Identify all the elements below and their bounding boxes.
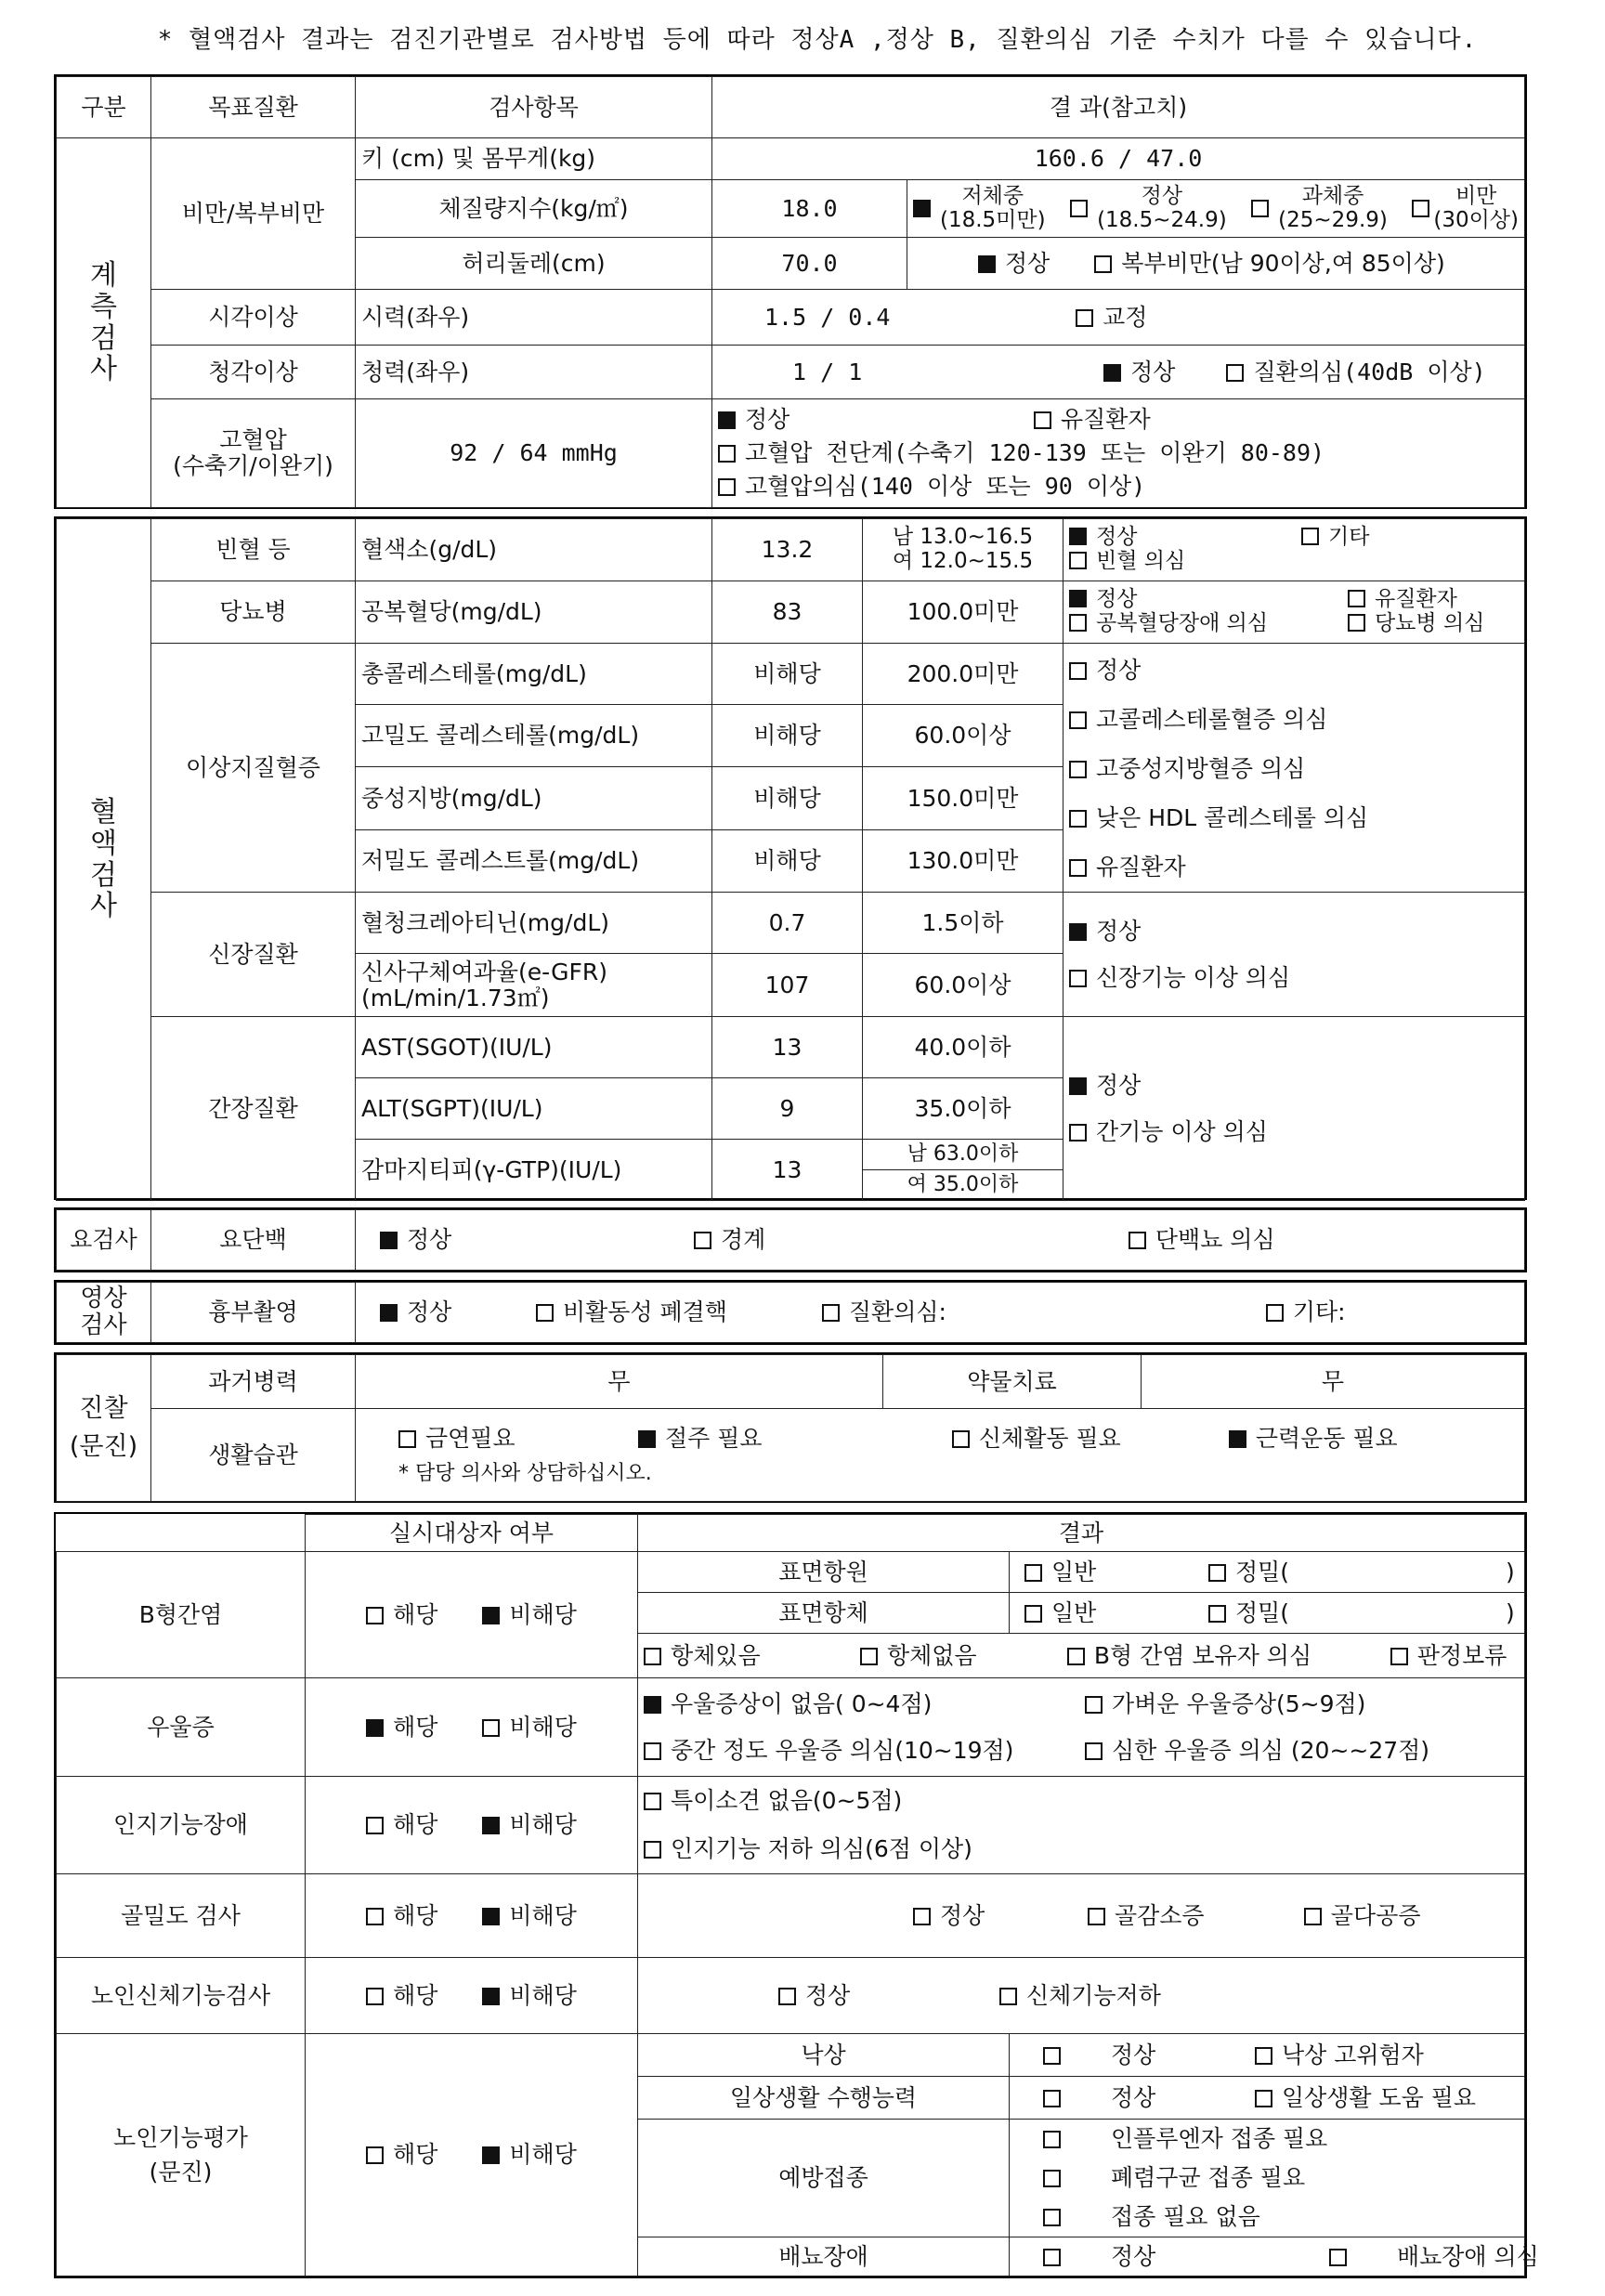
egfr-label: 신사구체여과율(e-GFR) (mL/min/1.73㎡) xyxy=(356,954,712,1017)
lipid-hyperchol-checkbox[interactable] xyxy=(1069,711,1087,729)
hepb-antibody-no-checkbox[interactable] xyxy=(860,1648,878,1665)
bmi-value: 18.0 xyxy=(712,180,907,238)
elderly-physical-yes-checkbox[interactable] xyxy=(366,1988,384,2005)
bp-options: 정상 유질환자 고혈압 전단계(수축기 120-139 또는 이완기 80-89) 고혈압의심(140 이상 또는 90 이상) xyxy=(712,399,1525,508)
lipid-lowhdl-checkbox[interactable] xyxy=(1069,810,1087,828)
obesity-target: 비만/복부비만 xyxy=(151,138,356,290)
history-label: 과거병력 xyxy=(151,1355,356,1409)
hepb-antigen-label: 표면항원 xyxy=(638,1552,1010,1593)
alt-value: 9 xyxy=(712,1078,863,1140)
history-value: 무 xyxy=(356,1355,883,1409)
no-vaccine-checkbox[interactable] xyxy=(1043,2209,1061,2226)
hearing-target: 청각이상 xyxy=(151,346,356,399)
bp-target: 고혈압 (수축기/이완기) xyxy=(151,399,356,508)
bone-osteoporosis-checkbox[interactable] xyxy=(1304,1908,1322,1925)
anemia-target: 빈혈 등 xyxy=(151,519,356,581)
diabetes-ifg-checkbox[interactable] xyxy=(1069,614,1087,632)
waist-abdominal-checkbox[interactable] xyxy=(1094,255,1112,273)
hepb-ag-precise-checkbox[interactable] xyxy=(1208,1564,1226,1582)
lipid-row-value: 비해당 xyxy=(712,705,863,767)
hepb-label: B형간염 xyxy=(57,1552,306,1678)
bmi-options: 저체중 (18.5미만) 정상 (18.5~24.9) 과체중 (25~29.9) 비만 (30이상) xyxy=(907,180,1525,238)
fall-label: 낙상 xyxy=(638,2034,1010,2077)
waist-normal-checkbox[interactable] xyxy=(978,255,996,273)
diabetes-suspect-checkbox[interactable] xyxy=(1348,614,1365,632)
elderly-eval-yes-checkbox[interactable] xyxy=(366,2146,384,2164)
cognitive-label: 인지기능장애 xyxy=(57,1777,306,1874)
lipid-patient-checkbox[interactable] xyxy=(1069,859,1087,877)
ggt-ref-female: 여 35.0이하 xyxy=(863,1170,1063,1201)
consult-category: 진찰 (문진) xyxy=(57,1355,151,1502)
bp-prehypertension-checkbox[interactable] xyxy=(718,445,736,463)
lipid-row-label: 중성지방(mg/dL) xyxy=(356,767,712,829)
hearing-row: 1 / 1 정상 질환의심(40dB 이상) xyxy=(712,346,1525,399)
lipid-row-ref: 60.0이상 xyxy=(863,705,1063,767)
target-header: 실시대상자 여부 xyxy=(306,1515,638,1552)
elderly-physical-normal-checkbox[interactable] xyxy=(778,1988,796,2005)
hepb-no-checkbox[interactable] xyxy=(482,1607,500,1624)
medication-label: 약물치료 xyxy=(883,1355,1142,1409)
hearing-suspect-checkbox[interactable] xyxy=(1226,364,1244,382)
additional-section: 실시대상자 여부 결과 B형간염 해당 비해당 표면항원 일반 정밀( ) 표면항체 일반 정밀( ) 항체있음 항체없음 B형 간염 보유자 의심 판정보류 우울증 해당 비해당 우울증상이 없음( 0~4점) 가벼운 우울증상(5~9점) 중간 정도 우울증 의심(10~19점) 심한 우울증 의심 (20~~27점) 인지기능장애 해당 비해당 특이소견 없음(0~5점) 인지기능 저하 의심(6점 이상) 골밀도 검사 해당 비해당 정상 골감소증 골다공증 노인신체기능검사 해당 비해당 정상 신체기능저하 노인기능평가 (문진) 해당 비해당 낙상 정상 낙상 고위험자 일상생활 수행능력 정상 일상생활 도움 필요 예방접종 인플루엔자 접종 필요 폐렴구균 접종 필요 접종 필요 없음 배뇨장애 정상 배뇨장애 의심 xyxy=(54,1512,1527,2278)
hepb-ab-precise-checkbox[interactable] xyxy=(1208,1605,1226,1623)
cognitive-decline-checkbox[interactable] xyxy=(644,1841,661,1859)
ast-value: 13 xyxy=(712,1017,863,1078)
lipid-row-ref: 200.0미만 xyxy=(863,644,1063,705)
fall-risk-checkbox[interactable] xyxy=(1255,2047,1272,2065)
urination-disorder-checkbox[interactable] xyxy=(1329,2249,1347,2266)
hepb-yes-checkbox[interactable] xyxy=(366,1607,384,1624)
kidney-normal-checkbox[interactable] xyxy=(1069,923,1087,941)
vaccination-label: 예방접종 xyxy=(638,2120,1010,2237)
flu-vaccine-checkbox[interactable] xyxy=(1043,2131,1061,2148)
urine-protein-checkbox[interactable] xyxy=(1129,1232,1146,1249)
hemoglobin-label: 혈색소(g/dL) xyxy=(356,519,712,581)
lipid-hypertg-checkbox[interactable] xyxy=(1069,761,1087,778)
lifestyle-label: 생활습관 xyxy=(151,1409,356,1502)
hearing-normal-checkbox[interactable] xyxy=(1103,364,1121,382)
diabetes-target: 당뇨병 xyxy=(151,581,356,644)
adl-normal-checkbox[interactable] xyxy=(1043,2090,1061,2107)
egfr-value: 107 xyxy=(712,954,863,1017)
lipid-row-value: 비해당 xyxy=(712,829,863,892)
lipid-row-label: 총콜레스테롤(mg/dL) xyxy=(356,644,712,705)
lipid-row-ref: 150.0미만 xyxy=(863,767,1063,829)
anemia-suspect-checkbox[interactable] xyxy=(1069,552,1087,569)
kidney-target: 신장질환 xyxy=(151,893,356,1017)
anemia-other-checkbox[interactable] xyxy=(1301,528,1319,545)
liver-suspect-checkbox[interactable] xyxy=(1069,1124,1087,1141)
elderly-physical-no-checkbox[interactable] xyxy=(482,1988,500,2005)
hemoglobin-value: 13.2 xyxy=(712,519,863,581)
hemoglobin-ref: 남 13.0~16.5 여 12.0~15.5 xyxy=(863,519,1063,581)
ggt-ref-male: 남 63.0이하 xyxy=(863,1140,1063,1170)
hepb-carrier-checkbox[interactable] xyxy=(1067,1648,1085,1665)
depression-moderate-checkbox[interactable] xyxy=(644,1742,661,1760)
ggt-value: 13 xyxy=(712,1140,863,1201)
alt-label: ALT(SGPT)(IU/L) xyxy=(356,1078,712,1140)
vision-row: 1.5 / 0.4 교정 xyxy=(712,290,1525,346)
hepb-ag-general-checkbox[interactable] xyxy=(1024,1564,1042,1582)
ggt-label: 감마지티피(γ-GTP)(IU/L) xyxy=(356,1140,712,1201)
vision-label: 시력(좌우) xyxy=(356,290,712,346)
consult-advice: * 담당 의사와 상담하십시오. xyxy=(398,1462,652,1486)
medication-value: 무 xyxy=(1142,1355,1525,1409)
adl-help-checkbox[interactable] xyxy=(1255,2090,1272,2107)
consult-section: 진찰 (문진) 과거병력 무 약물치료 무 생활습관 금연필요 절주 필요 신체활동 필요 근력운동 필요 * 담당 의사와 상담하십시오. xyxy=(54,1352,1527,1503)
urine-category: 요검사 xyxy=(57,1210,151,1271)
chest-normal-checkbox[interactable] xyxy=(380,1304,398,1322)
bmi-obese-checkbox[interactable] xyxy=(1412,200,1429,217)
lipid-row-ref: 130.0미만 xyxy=(863,829,1063,892)
waist-label: 허리둘레(cm) xyxy=(356,238,712,290)
chest-other-checkbox[interactable] xyxy=(1266,1304,1284,1322)
cognitive-yes-checkbox[interactable] xyxy=(366,1817,384,1834)
adl-label: 일상생활 수행능력 xyxy=(638,2077,1010,2120)
measurement-section: 구분 목표질환 검사항목 결 과(참고치) 계 측 검 사 비만/복부비만 키 (cm) 및 몸무게(kg) 160.6 / 47.0 체질량지수(kg/㎡) 18.0 저체중 (18.5미만) 정상 (18.5~24.9) 과체중 (25~29.9) 비만 (30이상) 허리둘레(cm) 70.0 정상 복부비만(남 90이상,여 85이상) 시각이상 시력(좌우) 1.5 / 0.4 교정 청각이상 청력(좌우) 1 / 1 정상 질환의심(40dB 이상) 고혈압 (수축기/이완기) 92 / 64 mmHg 정상 유질환자 고혈압 전단계(수축기 120-139 또는 이완기 80-89) 고혈압의심(140 이상 또는 90 이상) xyxy=(54,74,1527,509)
lipid-row-label: 저밀도 콜레스트롤(mg/dL) xyxy=(356,829,712,892)
anemia-normal-checkbox[interactable] xyxy=(1069,528,1087,545)
urine-normal-checkbox[interactable] xyxy=(380,1232,398,1249)
bone-osteopenia-checkbox[interactable] xyxy=(1088,1908,1105,1925)
header-category: 구분 xyxy=(57,77,151,138)
hepb-pending-checkbox[interactable] xyxy=(1390,1648,1408,1665)
physical-activity-checkbox[interactable] xyxy=(952,1430,970,1448)
header-item: 검사항목 xyxy=(356,77,712,138)
lipid-options: 정상 고콜레스테롤혈증 의심 고중성지방혈증 의심 낮은 HDL 콜레스테롤 의심 유질환자 xyxy=(1063,644,1525,893)
bone-label: 골밀도 검사 xyxy=(57,1874,306,1958)
blood-category: 혈 액 검 사 xyxy=(57,519,151,1201)
glucose-label: 공복혈당(mg/dL) xyxy=(356,581,712,644)
elderly-eval-no-checkbox[interactable] xyxy=(482,2146,500,2164)
elderly-physical-label: 노인신체기능검사 xyxy=(57,1958,306,2034)
ast-label: AST(SGOT)(IU/L) xyxy=(356,1017,712,1078)
waist-value: 70.0 xyxy=(712,238,907,290)
hearing-label: 청력(좌우) xyxy=(356,346,712,399)
liver-normal-checkbox[interactable] xyxy=(1069,1077,1087,1095)
page-note: * 혈액검사 결과는 검진기관별로 검사방법 등에 따라 정상A ,정상 B, 질환의심 기준 수치가 다를 수 있습니다. xyxy=(157,26,1478,54)
depression-yes-checkbox[interactable] xyxy=(366,1719,384,1737)
imaging-section: 영상 검사 흉부촬영 정상 비활동성 폐결핵 질환의심: 기타: xyxy=(54,1280,1527,1345)
alt-ref: 35.0이하 xyxy=(863,1078,1063,1140)
egfr-ref: 60.0이상 xyxy=(863,954,1063,1017)
lipid-target: 이상지질혈증 xyxy=(151,644,356,893)
strength-exercise-checkbox[interactable] xyxy=(1229,1430,1246,1448)
bmi-normal-checkbox[interactable] xyxy=(1070,200,1088,217)
chest-suspect-checkbox[interactable] xyxy=(822,1304,840,1322)
fall-normal-checkbox[interactable] xyxy=(1043,2047,1061,2065)
depression-mild-checkbox[interactable] xyxy=(1085,1696,1103,1714)
depression-no-checkbox[interactable] xyxy=(482,1719,500,1737)
urine-section: 요검사 요단백 정상 경계 단백뇨 의심 xyxy=(54,1207,1527,1272)
bone-normal-checkbox[interactable] xyxy=(913,1908,931,1925)
cognitive-no-checkbox[interactable] xyxy=(482,1817,500,1834)
creatinine-ref: 1.5이하 xyxy=(863,893,1063,954)
lipid-row-label: 고밀도 콜레스테롤(mg/dL) xyxy=(356,705,712,767)
bmi-label: 체질량지수(kg/㎡) xyxy=(356,180,712,238)
cognitive-normal-checkbox[interactable] xyxy=(644,1793,661,1810)
bone-no-checkbox[interactable] xyxy=(482,1908,500,1925)
diabetes-patient-checkbox[interactable] xyxy=(1348,590,1365,607)
header-target: 목표질환 xyxy=(151,77,356,138)
height-weight-value: 160.6 / 47.0 xyxy=(712,138,1525,180)
imaging-target: 흉부촬영 xyxy=(151,1283,356,1343)
header-result: 결 과(참고치) xyxy=(712,77,1525,138)
depression-none-checkbox[interactable] xyxy=(644,1696,661,1714)
blood-section: 혈 액 검 사 빈혈 등 혈색소(g/dL) 13.2 남 13.0~16.5 여 12.0~15.5 정상 기타 빈혈 의심 당뇨병 공복혈당(mg/dL) 83 100.0미만 정상 유질환자 공복혈당장애 의심 당뇨병 의심 이상지질혈증 총콜레스테롤(mg/dL) 비해당 200.0미만 정상 고콜레스테롤혈증 의심 고중성지방혈증 의심 낮은 HDL 콜레스테롤 의심 유질환자 고밀도 콜레스테롤(mg/dL) 비해당 60.0이상 중성지방(mg/dL) 비해당 150.0미만 저밀도 콜레스트롤(mg/dL) 비해당 130.0미만 신장질환 혈청크레아티닌(mg/dL) 0.7 1.5이하 정상 신장기능 이상 의심 신사구체여과율(e-GFR) (mL/min/1.73㎡) 107 60.0이상 간장질환 AST(SGOT)(IU/L) 13 40.0이하 정상 간기능 이상 의심 ALT(SGPT)(IU/L) 9 35.0이하 감마지티피(γ-GTP)(IU/L) 13 남 63.0이하 여 35.0이하 xyxy=(54,516,1527,1200)
bp-patient-checkbox[interactable] xyxy=(1034,411,1051,429)
bp-normal-checkbox[interactable] xyxy=(718,411,736,429)
hepb-ab-general-checkbox[interactable] xyxy=(1024,1605,1042,1623)
bp-suspect-checkbox[interactable] xyxy=(718,478,736,496)
bmi-underweight-checkbox[interactable] xyxy=(913,200,931,217)
urine-target: 요단백 xyxy=(151,1210,356,1271)
bone-yes-checkbox[interactable] xyxy=(366,1908,384,1925)
drinking-checkbox[interactable] xyxy=(638,1430,656,1448)
result-header: 결과 xyxy=(638,1515,1525,1552)
ast-ref: 40.0이하 xyxy=(863,1017,1063,1078)
height-weight-label: 키 (cm) 및 몸무게(kg) xyxy=(356,138,712,180)
quit-smoking-checkbox[interactable] xyxy=(398,1430,416,1448)
urine-border-checkbox[interactable] xyxy=(694,1232,711,1249)
creatinine-value: 0.7 xyxy=(712,893,863,954)
elderly-eval-label: 노인기능평가 (문진) xyxy=(57,2034,306,2276)
diabetes-normal-checkbox[interactable] xyxy=(1069,590,1087,607)
hepb-antibody-label: 표면항체 xyxy=(638,1593,1010,1634)
bmi-overweight-checkbox[interactable] xyxy=(1251,200,1269,217)
kidney-suspect-checkbox[interactable] xyxy=(1069,970,1087,987)
glucose-ref: 100.0미만 xyxy=(863,581,1063,644)
vision-target: 시각이상 xyxy=(151,290,356,346)
lipid-normal-checkbox[interactable] xyxy=(1069,662,1087,680)
elderly-physical-decline-checkbox[interactable] xyxy=(999,1988,1017,2005)
liver-target: 간장질환 xyxy=(151,1017,356,1201)
glucose-value: 83 xyxy=(712,581,863,644)
depression-severe-checkbox[interactable] xyxy=(1085,1742,1103,1760)
depression-label: 우울증 xyxy=(57,1678,306,1777)
hepb-antibody-yes-checkbox[interactable] xyxy=(644,1648,661,1665)
chest-tb-checkbox[interactable] xyxy=(536,1304,554,1322)
imaging-category: 영상 검사 xyxy=(57,1283,151,1343)
lipid-row-value: 비해당 xyxy=(712,644,863,705)
creatinine-label: 혈청크레아티닌(mg/dL) xyxy=(356,893,712,954)
pneumococcal-vaccine-checkbox[interactable] xyxy=(1043,2170,1061,2187)
lipid-row-value: 비해당 xyxy=(712,767,863,829)
urination-label: 배뇨장애 xyxy=(638,2237,1010,2276)
vision-correction-checkbox[interactable] xyxy=(1076,309,1093,327)
urination-normal-checkbox[interactable] xyxy=(1043,2249,1061,2266)
measurement-category: 계 측 검 사 xyxy=(57,138,151,508)
bp-value: 92 / 64 mmHg xyxy=(356,399,712,508)
